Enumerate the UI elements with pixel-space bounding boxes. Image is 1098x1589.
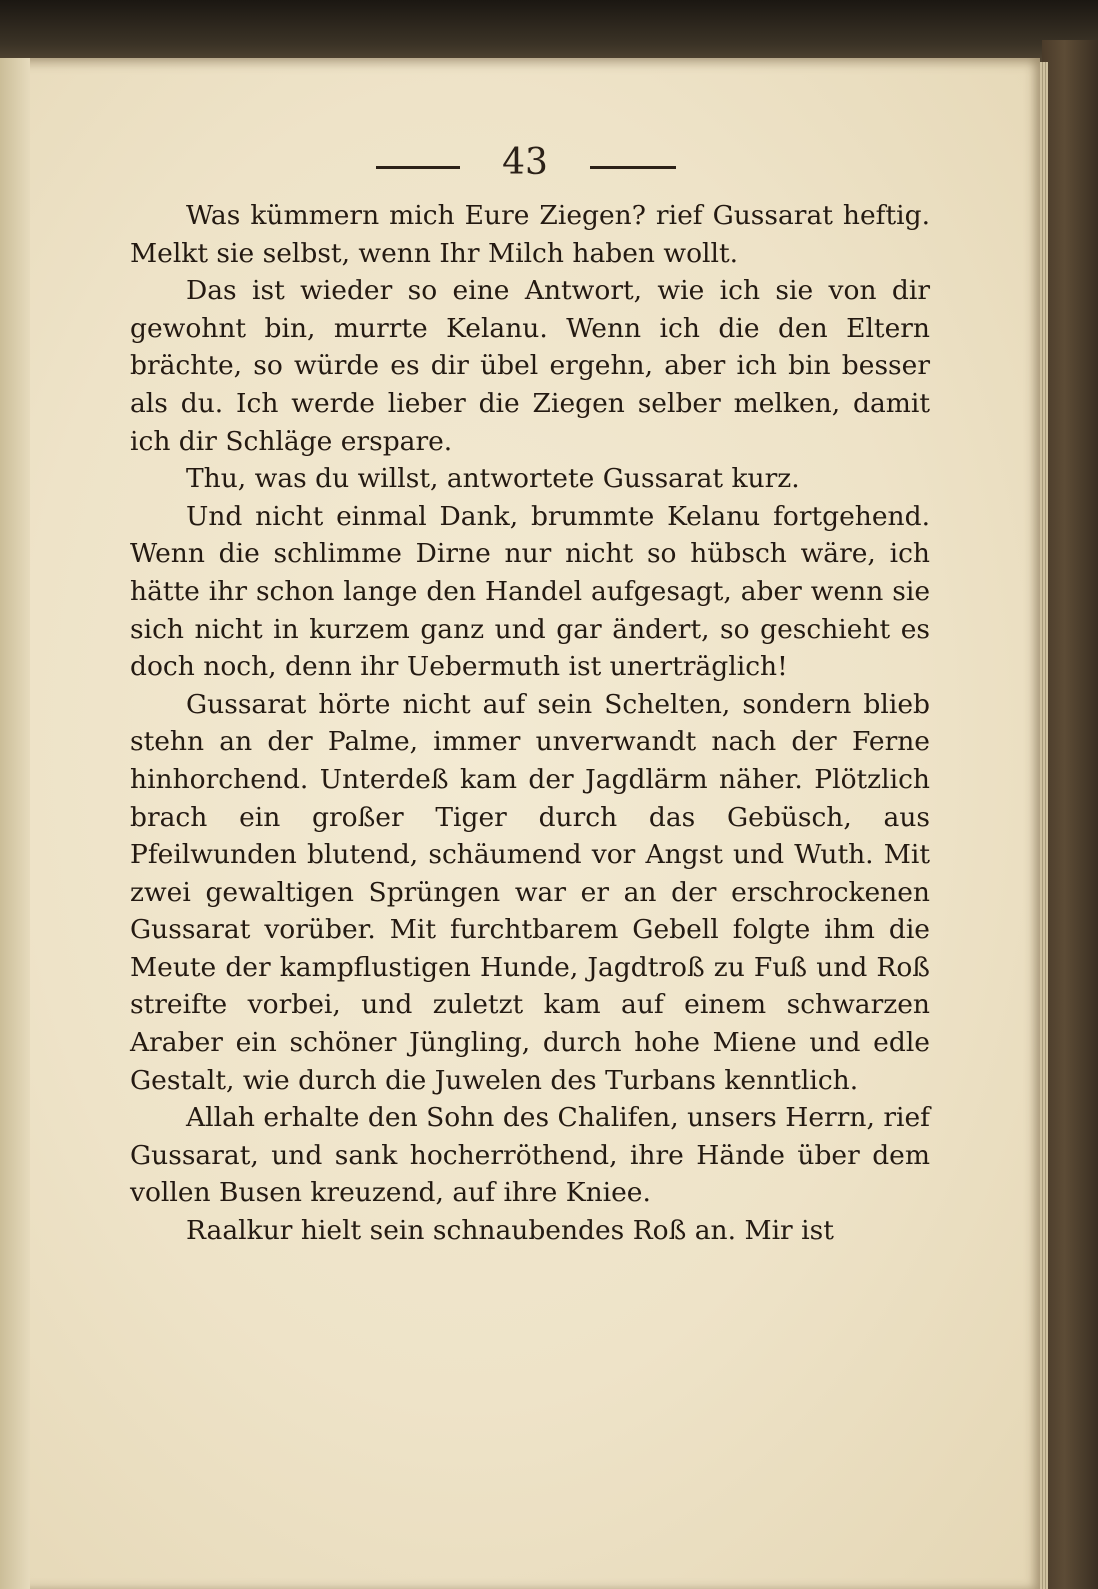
paragraph: Das ist wieder so eine Antwort, wie ich sie von dir gewohnt bin, murrte Kelanu. Wenn ich die den Eltern brächte, so würde es dir übel ergehn, aber ich bin besser als du. Ich werde lieber die Ziegen selber melken, damit ich dir Schläge erspare. [130,275,930,457]
book-cover-edge [1042,40,1098,1589]
paragraph: Und nicht einmal Dank, brummte Kelanu fortgehend. Wenn die schlimme Dirne nur nicht so hübsch wäre, ich hätte ihr schon lange den Handel aufgesagt, aber wenn sie sich nicht in kurzem ganz und gar ändert, so geschieht es doch noch, denn ihr Uebermuth ist unerträglich! [130,500,930,683]
paragraph: Gussarat hörte nicht auf sein Schelten, sondern blieb stehn an der Palme, immer unverwandt nach der Ferne hinhorchend. Unterdeß kam der Jagdlärm näher. Plötzlich brach ein großer Tiger durch das Gebüsch, aus Pfeilwunden blutend, schäumend vor Angst und Wuth. Mit zwei gewaltigen Sprüngen war er an der erschrockenen Gussarat vorüber. Mit furchtbarem Gebell folgte ihm die Meute der kampflustigen Hunde, Jagdtroß zu Fuß und Roß streifte vorbei, und zuletzt kam auf einem schwarzen Araber ein schöner Jüngling, durch hohe Miene und edle Gestalt, wie durch die Juwelen des Turbans kenntlich. [130,688,930,1096]
paragraph: Allah erhalte den Sohn des Chalifen, unsers Herrn, rief Gussarat, und sank hocherröthend, ihre Hände über dem vollen Busen kreuzend, auf ihre Kniee. [130,1102,930,1209]
page-body-text [130,197,930,1250]
paragraph: Thu, was du willst, antwortete Gussarat kurz. [186,463,800,495]
header-rule-left [376,166,460,169]
header-rule-right [590,166,676,169]
paragraph: Was kümmern mich Eure Ziegen? rief Gussarat heftig. Melkt sie selbst, wenn Ihr Milch haben wollt. [130,200,930,269]
book-cover-top [0,0,1098,64]
paragraph: Raalkur hielt sein schnaubendes Roß an. Mir ist [186,1215,834,1247]
page-gutter [0,58,30,1589]
page-number: 43 [502,142,548,183]
page-header [0,142,1040,192]
